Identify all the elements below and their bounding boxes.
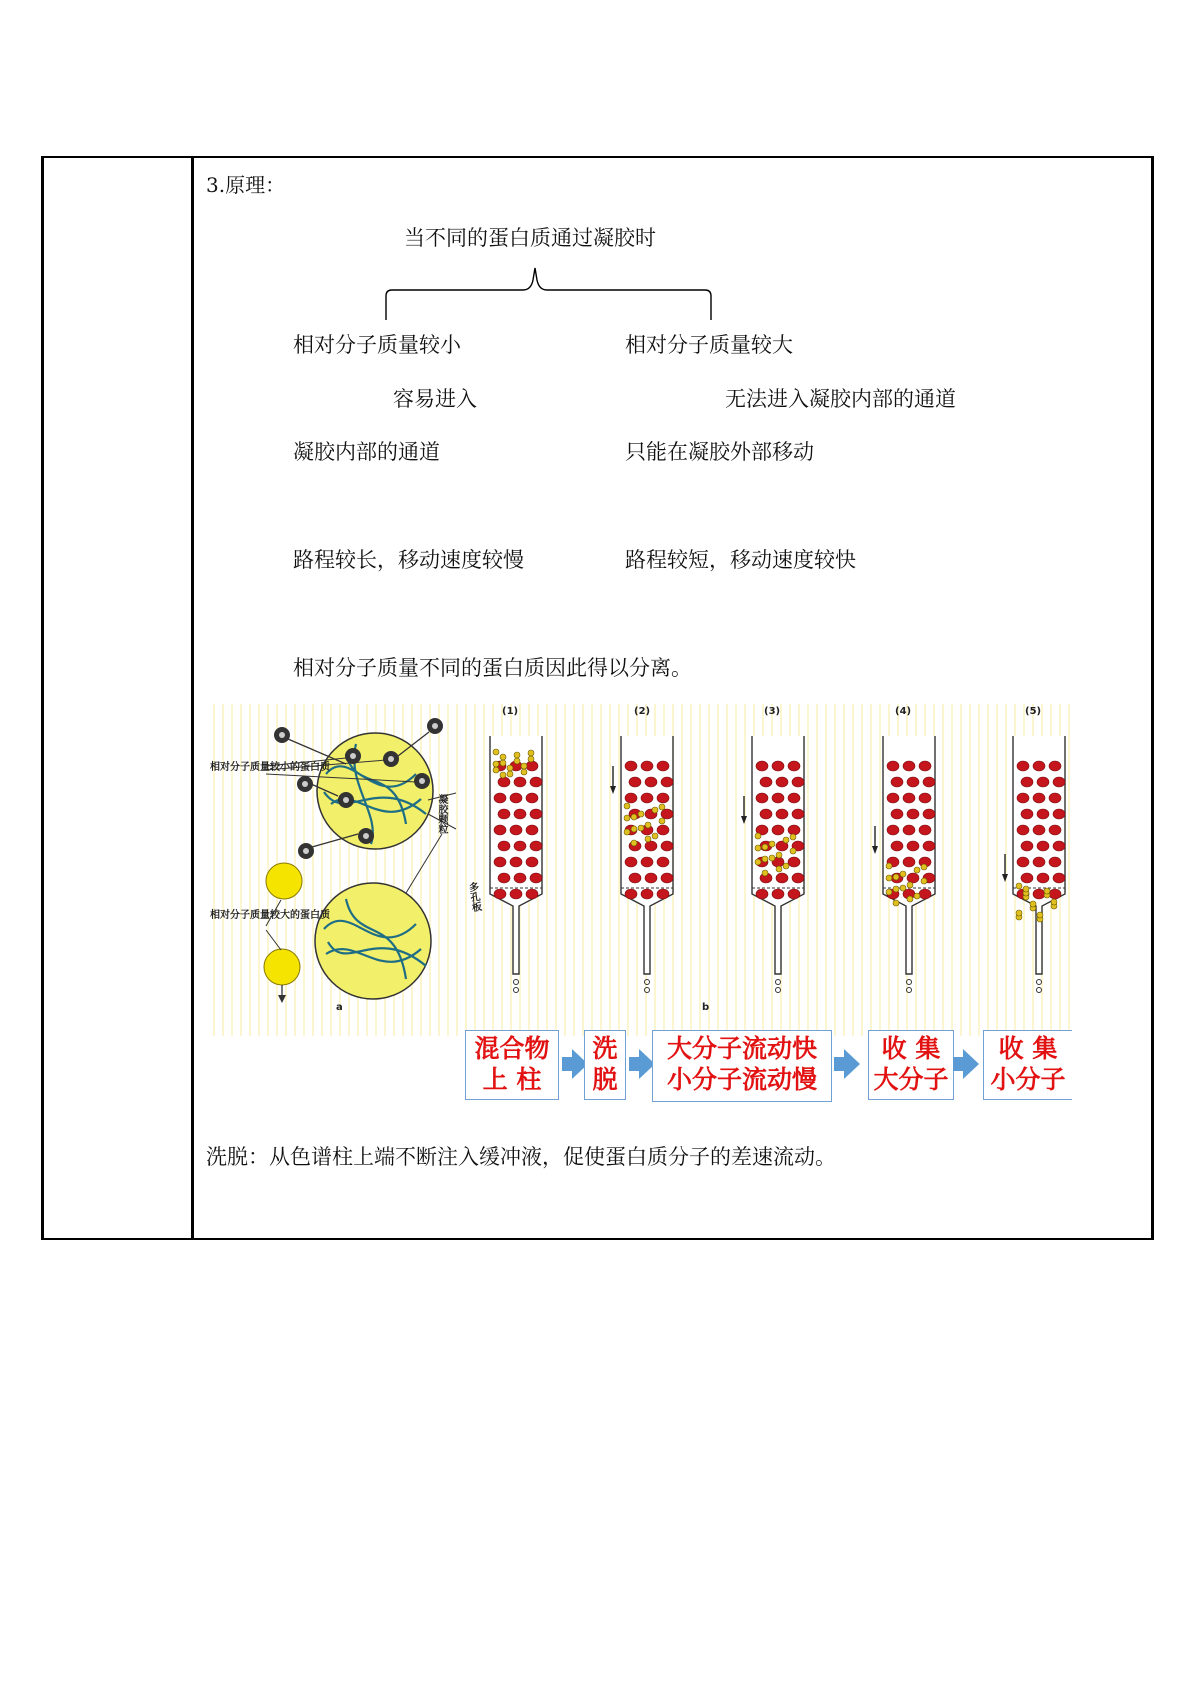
gel-bead [788,889,800,899]
gel-bead [907,809,919,819]
column-5-flow-arrowhead [1002,874,1008,882]
flow-step-load-sample [465,1030,559,1100]
gel-bead [891,841,903,851]
center-title: 当不同的蛋白质通过凝胶时 [404,226,656,250]
small-protein-dot [790,834,796,840]
gel-bead [923,777,935,787]
small-protein-dot [907,882,913,888]
gel-bead [1049,857,1061,867]
gel-bead [510,889,522,899]
gel-bead [661,873,673,883]
gel-bead [788,761,800,771]
gel-bead [526,889,538,899]
column-number-4: (4) [895,706,912,717]
gel-bead [776,873,788,883]
gel-bead [772,825,784,835]
gel-bead [661,777,673,787]
small-protein-dot [638,811,644,817]
gel-bead [641,761,653,771]
figure-drawing [206,704,1072,1036]
gel-bead [1021,841,1033,851]
small-protein-dot [1037,912,1043,918]
small-protein-dot [769,841,775,847]
flow-step-2-line-2: 脱 [592,1065,618,1094]
small-protein-dot [528,750,534,756]
flow-step-5-line-1: 收 集 [998,1034,1058,1063]
gel-bead [919,793,931,803]
small-protein-dot [624,829,630,835]
small-protein-dot [893,886,899,892]
gel-bead [903,793,915,803]
gel-bead [514,777,526,787]
gel-bead [1037,841,1049,851]
gel-bead [641,793,653,803]
panel-a-label: a [336,1002,343,1013]
gel-bead [1033,793,1045,803]
gel-bead [494,793,506,803]
column-number-3: (3) [764,706,781,717]
gel-bead [756,761,768,771]
left-line-3: 路程较长，移动速度较慢 [293,548,524,572]
gel-bead [1053,873,1065,883]
gel-bead [1021,809,1033,819]
branch-brace [383,262,715,324]
gel-bead [526,857,538,867]
gel-bead [907,873,919,883]
column-4-flow-arrowhead [872,846,878,854]
flow-step-1-line-1: 混合物 [474,1034,550,1063]
gel-bead [1033,825,1045,835]
small-protein-dot [528,756,534,762]
gel-bead [498,841,510,851]
flow-arrow-4 [963,1049,979,1079]
small-protein-dot [507,771,513,777]
flow-step-elution [584,1030,626,1100]
small-protein-dot [507,765,513,771]
gel-filtration-figure [206,704,1072,1094]
gel-bead [629,873,641,883]
gel-bead [526,761,538,771]
gel-bead [530,841,542,851]
column-4-drop [907,988,912,993]
footer-note: 洗脱：从色谱柱上端不断注入缓冲液，促使蛋白质分子的差速流动。 [206,1145,836,1169]
small-protein-dot [1030,901,1036,907]
small-protein-dot [652,807,658,813]
column-5-drop [1037,980,1042,985]
column-4-tube [883,736,935,974]
column-5-tube [1013,736,1065,974]
gel-bead [1017,825,1029,835]
gel-bead [625,793,637,803]
gel-bead [907,841,919,851]
column-number-5: (5) [1025,706,1042,717]
gel-bead [494,889,506,899]
gel-bead [1021,873,1033,883]
chromatography-columns [490,736,1065,993]
small-protein-dot [900,885,906,891]
flow-step-5-line-2: 小分子 [990,1065,1066,1094]
small-protein-dot [914,867,920,873]
gel-bead [526,825,538,835]
gel-bead [1049,761,1061,771]
small-protein-dot [1023,886,1029,892]
small-protein-dot [893,874,899,880]
column-number-2: (2) [634,706,651,717]
flow-step-3-line-2: 小分子流动慢 [666,1065,817,1094]
small-protein-dot [907,896,913,902]
small-protein-dot [659,804,665,810]
gel-bead [788,825,800,835]
gel-bead [661,841,673,851]
gel-bead [641,889,653,899]
gel-bead [629,777,641,787]
small-protein-dot [493,767,499,773]
column-2-tube [621,736,673,974]
flow-step-3-line-1: 大分子流动快 [666,1034,817,1063]
column-3-flow-arrowhead [741,816,747,824]
gel-bead [514,873,526,883]
gel-bead [657,857,669,867]
gel-bead [625,889,637,899]
gel-bead [1053,841,1065,851]
gel-bead [645,841,657,851]
small-protein-dot [500,772,506,778]
small-protein-dot [514,752,520,758]
gel-bead [1053,809,1065,819]
small-protein-dot [521,769,527,775]
gel-bead [923,809,935,819]
small-protein-dot [776,866,782,872]
gel-bead [760,809,772,819]
gel-bead [625,761,637,771]
small-protein-dot [762,844,768,850]
gel-bead [1049,825,1061,835]
flow-step-collect-small [983,1030,1072,1100]
panel-b-label: b [702,1002,710,1013]
small-protein-dot [493,761,499,767]
column-number-1: (1) [502,706,519,717]
gel-bead [498,777,510,787]
small-protein-bead-diagram [266,718,443,859]
small-protein-dot [886,863,892,869]
small-protein-dot [783,863,789,869]
small-protein-dot [783,837,789,843]
small-protein-dot [893,900,899,906]
gel-bead [756,889,768,899]
gel-bead [625,857,637,867]
gel-bead [1017,793,1029,803]
gel-bead [1017,857,1029,867]
gel-bead [641,857,653,867]
gel-bead [1037,873,1049,883]
small-protein-dot [500,760,506,766]
gel-bead [919,761,931,771]
small-protein-dot [921,864,927,870]
gel-bead [494,825,506,835]
gel-bead [903,761,915,771]
small-protein-dot [769,855,775,861]
gel-bead [1053,777,1065,787]
gel-bead [1033,761,1045,771]
small-protein-dot [631,840,637,846]
gel-bead [645,873,657,883]
gel-bead [1017,761,1029,771]
gel-bead [530,873,542,883]
small-protein-dot [638,825,644,831]
small-protein-dot [493,749,499,755]
table-column-divider [191,156,194,1240]
gel-bead [657,889,669,899]
gel-bead [772,761,784,771]
small-protein-dot [886,889,892,895]
gel-bead [792,809,804,819]
gel-bead [510,857,522,867]
label-porous-plate: 多孔板 [465,881,482,913]
column-2-drop [645,980,650,985]
right-title: 相对分子质量较大 [625,333,793,357]
gel-bead [792,873,804,883]
flow-step-collect-large [868,1030,954,1100]
gel-bead [772,889,784,899]
gel-bead [756,793,768,803]
small-protein-dot [776,852,782,858]
small-protein-dot [1051,899,1057,905]
gel-bead [1049,889,1061,899]
gel-bead [530,777,542,787]
small-protein-dot [624,815,630,821]
gel-bead [903,857,915,867]
conclusion-text: 相对分子质量不同的蛋白质因此得以分离。 [293,656,692,680]
section-heading: 3.原理： [206,173,286,197]
small-protein-dot [659,818,665,824]
small-protein-dot [762,870,768,876]
small-protein-dot [514,758,520,764]
gel-bead [907,777,919,787]
small-protein-dot [762,856,768,862]
column-2-flow-arrowhead [610,786,616,794]
left-line-1: 容易进入 [393,387,477,411]
small-protein-dot [645,836,651,842]
column-3-drop [776,988,781,993]
gel-bead [792,777,804,787]
flow-step-2-line-1: 洗 [592,1034,618,1063]
gel-bead [887,761,899,771]
flow-step-1-line-2: 上 柱 [482,1065,542,1094]
small-protein-dot [886,875,892,881]
gel-bead [645,777,657,787]
gel-bead [498,809,510,819]
gel-bead [657,825,669,835]
gel-bead [923,841,935,851]
gel-bead [1033,889,1045,899]
column-1-drop [514,988,519,993]
gel-bead [514,809,526,819]
gel-bead [776,777,788,787]
gel-bead [772,793,784,803]
gel-bead [657,793,669,803]
small-protein-dot [645,822,651,828]
small-protein-dot [631,826,637,832]
gel-bead [494,857,506,867]
small-protein-dot [755,859,761,865]
right-line-3: 路程较短，移动速度较快 [625,548,856,572]
small-protein-dot [521,763,527,769]
small-protein-dot [624,803,630,809]
gel-bead [919,825,931,835]
gel-bead [1021,777,1033,787]
gel-bead [1049,793,1061,803]
column-1-drop [514,980,519,985]
gel-bead [891,777,903,787]
small-protein-dot [914,893,920,899]
gel-bead [788,857,800,867]
gel-bead [530,809,542,819]
gel-bead [514,841,526,851]
label-small-protein: 相对分子质量较小的蛋白质 [210,762,330,773]
gel-bead [760,777,772,787]
small-protein-dot [921,878,927,884]
gel-bead [903,825,915,835]
column-5-drop [1037,988,1042,993]
flow-arrow-3 [844,1049,860,1079]
gel-bead [1037,777,1049,787]
small-protein-dot [631,814,637,820]
gel-bead [498,873,510,883]
small-protein-dot [755,833,761,839]
gel-bead [919,889,931,899]
small-protein-dot [1016,910,1022,916]
column-4-drop [907,980,912,985]
small-protein-dot [652,833,658,839]
gel-bead [891,809,903,819]
column-3-drop [776,980,781,985]
gel-bead [657,761,669,771]
gel-bead [1037,809,1049,819]
gel-bead [510,825,522,835]
flow-step-4-line-1: 收 集 [881,1034,941,1063]
small-protein-dot [790,848,796,854]
small-protein-dot [500,754,506,760]
gel-bead [887,825,899,835]
left-title: 相对分子质量较小 [293,333,461,357]
column-2-drop [645,988,650,993]
gel-bead [526,793,538,803]
gel-bead [887,793,899,803]
flow-step-4-line-2: 大分子 [873,1065,949,1094]
label-large-protein: 相对分子质量较大的蛋白质 [210,910,330,921]
gel-bead [788,793,800,803]
left-line-2: 凝胶内部的通道 [293,440,440,464]
flow-step-differential-flow [652,1030,832,1102]
gel-bead [510,793,522,803]
small-protein-dot [755,845,761,851]
small-protein-dot [1016,883,1022,889]
gel-bead [1033,857,1045,867]
right-line-2: 只能在凝胶外部移动 [625,440,814,464]
right-line-1: 无法进入凝胶内部的通道 [725,387,956,411]
gel-bead [776,809,788,819]
small-protein-dot [1044,888,1050,894]
small-protein-dot [900,871,906,877]
gel-bead [661,809,673,819]
label-gel-particle: 凝胶颗粒 [436,794,447,834]
